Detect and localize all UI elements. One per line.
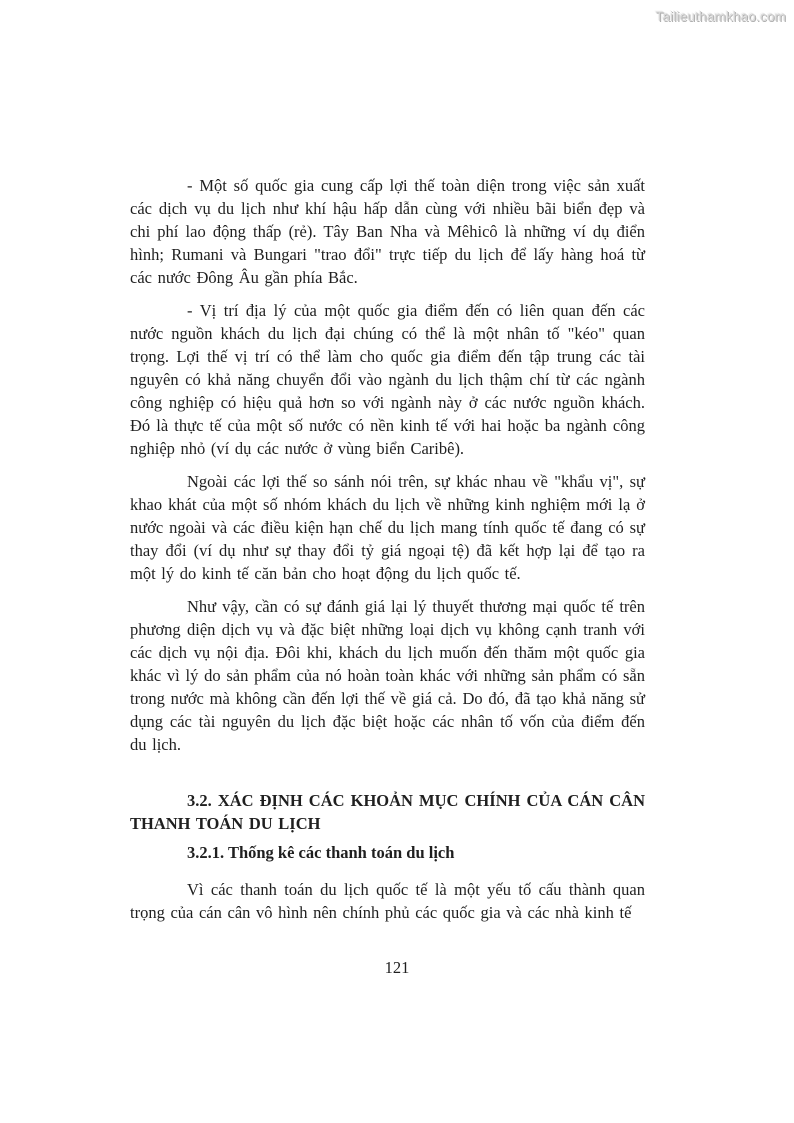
paragraph-3: Ngoài các lợi thế so sánh nói trên, sự khác nhau về "khẩu vị", sự khao khát của một số nhóm khách du lịch về những kinh nghiệm mới lạ ở nước ngoài và các điều kiện hạn chế du lịch mang tính quốc tế đang có sự thay đổi (ví dụ như sự thay đổi tỷ giá ngoại tệ) đã kết hợp lại để tạo ra một lý do kinh tế căn bản cho hoạt động du lịch quốc tế. (130, 472, 645, 583)
paragraph-2: - Vị trí địa lý của một quốc gia điểm đến có liên quan đến các nước nguồn khách du lịch đại chúng có thể là một nhân tố "kéo" quan trọng. Lợi thế vị trí có thể làm cho quốc gia điểm đến tập trung các tài nguyên có khả năng chuyển đổi vào ngành du lịch thậm chí từ các ngành công nghiệp có hiệu quả hơn so với ngành này ở các nước nguồn khách. Đó là thực tế của một số nước có nền kinh tế với hai hoặc ba ngành công nghiệp nhỏ (ví dụ các nước ở vùng biển Caribê). (130, 301, 645, 458)
subsection-heading: 3.2.1. Thống kê các thanh toán du lịch (187, 843, 455, 862)
paragraph-1: - Một số quốc gia cung cấp lợi thế toàn diện trong việc sản xuất các dịch vụ du lịch như khí hậu hấp dẫn cùng với nhiều bãi biển đẹp và chi phí lao động thấp (rẻ). Tây Ban Nha và Mêhicô là những ví dụ điển hình; Rumani và Bungari "trao đổi" trực tiếp du lịch để lấy hàng hoá từ các nước Đông Âu gần phía Bắc. (130, 176, 645, 287)
paragraph-4: Như vậy, cần có sự đánh giá lại lý thuyết thương mại quốc tế trên phương diện dịch vụ và đặc biệt những loại dịch vụ không cạnh tranh với các dịch vụ nội địa. Đôi khi, khách du lịch muốn đến thăm một quốc gia khác vì lý do sản phẩm của nó hoàn toàn khác với những sản phẩm có sẵn trong nước mà không cần đến lợi thế về giá cả. Do đó, đã tạo khả năng sử dụng các tài nguyên du lịch đặc biệt hoặc các nhân tố vốn của điểm đến du lịch. (130, 597, 645, 754)
page-body (130, 174, 645, 924)
watermark-text: Tailieuthamkhao.com (655, 9, 786, 24)
section-heading: 3.2. XÁC ĐỊNH CÁC KHOẢN MỤC CHÍNH CỦA CÁN CÂN THANH TOÁN DU LỊCH (130, 791, 645, 833)
page-number: 121 (384, 958, 410, 977)
paragraph-5: Vì các thanh toán du lịch quốc tế là một yếu tố cấu thành quan trọng của cán cân vô hình nên chính phủ các quốc gia và các nhà kinh tế (130, 880, 645, 922)
